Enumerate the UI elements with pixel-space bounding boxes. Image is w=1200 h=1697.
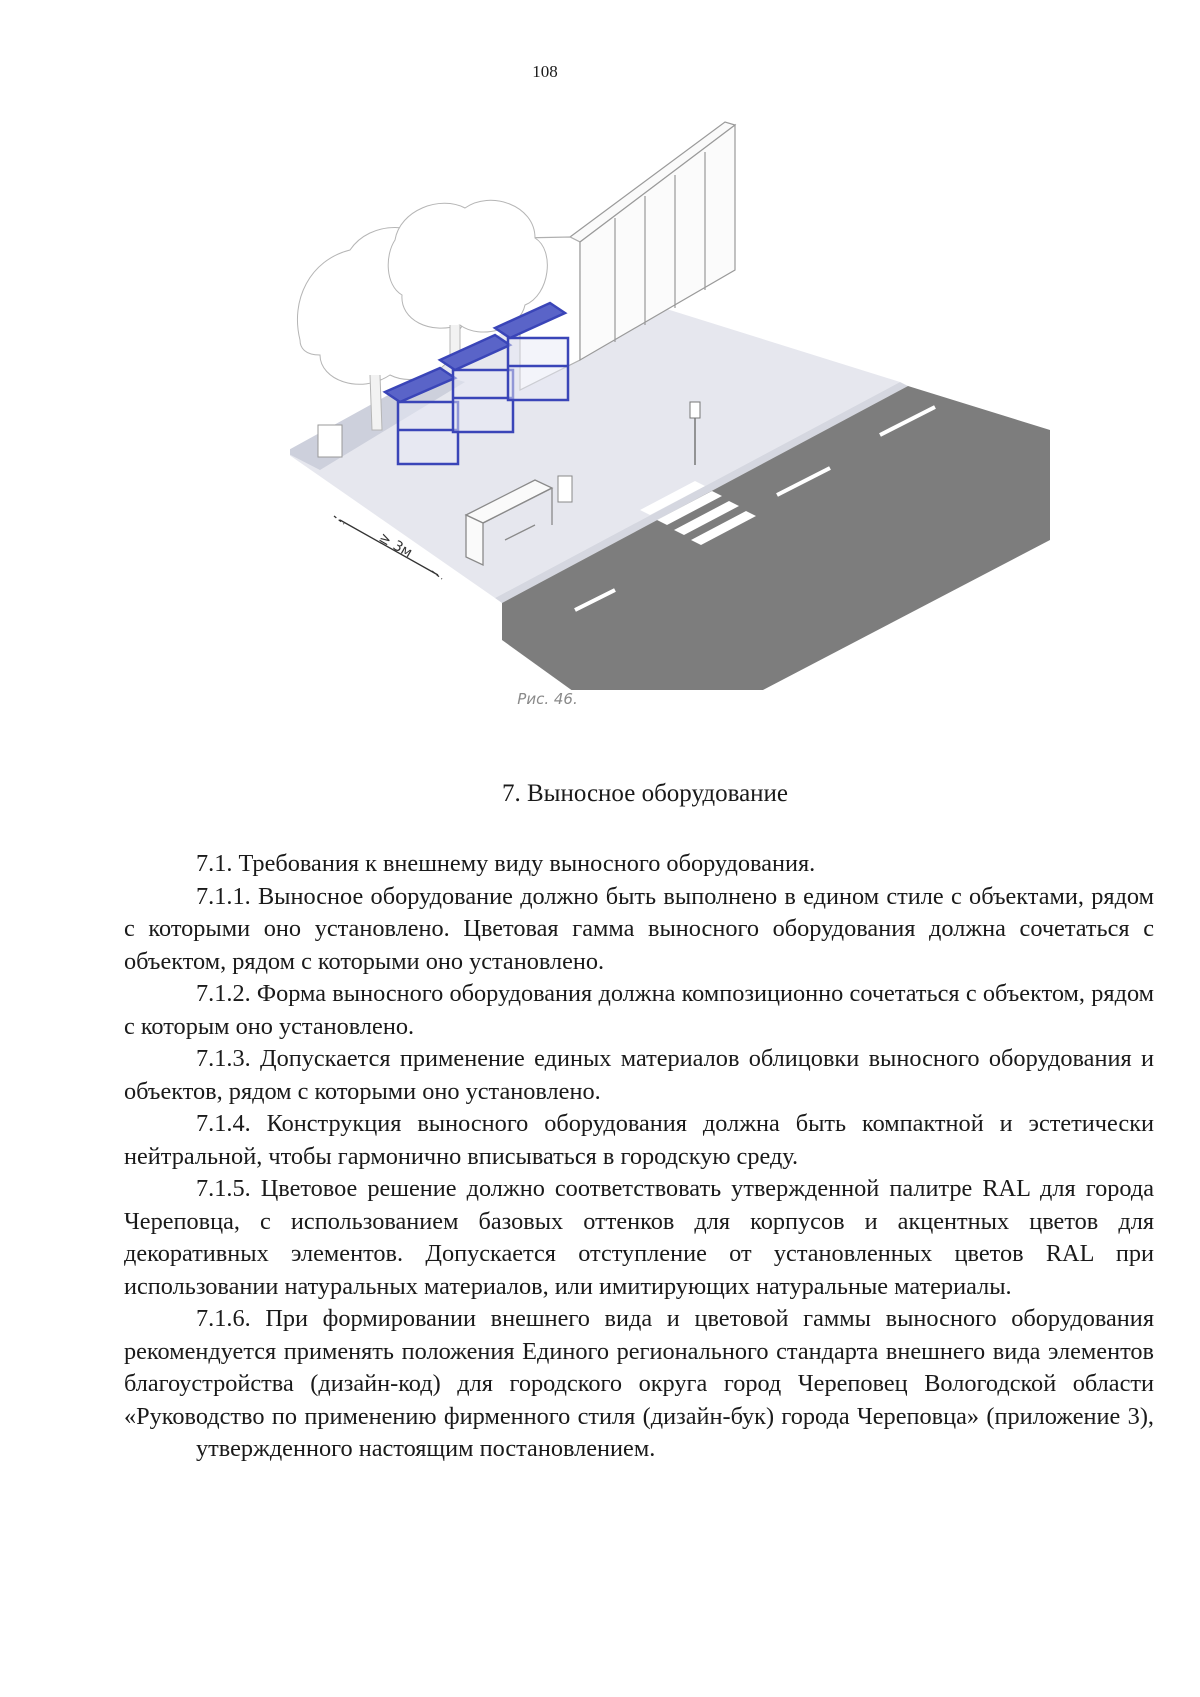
body-text	[124, 848, 1154, 1466]
dimension-label: ≥ 3м	[376, 529, 415, 562]
paragraph-7-1-3: 7.1.3. Допускается применение единых материалов облицовки выносного оборудования и объектов, рядом с которыми оно установлено.	[124, 1045, 1154, 1105]
figure-caption: Рис. 46.	[517, 690, 578, 708]
paragraph-7-1-6-tail: утвержденного настоящим постановлением.	[196, 1435, 656, 1462]
trash-bin	[558, 476, 572, 502]
paragraph-7-1-2: 7.1.2. Форма выносного оборудования должна композиционно сочетаться с объектом, рядом с которым оно установлено.	[124, 980, 1154, 1040]
section-title: 7. Выносное оборудование	[501, 780, 789, 807]
paragraph-7-1-4: 7.1.4. Конструкция выносного оборудования должна быть компактной и эстетически нейтральной, чтобы гармонично вписываться в городскую среду.	[124, 1110, 1154, 1170]
paragraph-7-1-6: 7.1.6. При формировании внешнего вида и цветовой гаммы выносного оборудования рекомендуется применять положения Единого регионального стандарта внешнего вида элементов благоустройства (дизайн-код) для городского округа город Череповец Вологодской области «Руководство по применению фирменного стиля (дизайн-бук) города Череповца» (приложение 3),	[124, 1305, 1154, 1430]
paragraph-7-1-5: 7.1.5. Цветовое решение должно соответствовать утвержденной палитре RAL для города Череповца, с использованием базовых оттенков для корпусов и акцентных цветов для декоративных элементов. Допускается отступление от установленных цветов RAL при использовании натуральных материалов, или имитирующих натуральные материалы.	[124, 1175, 1154, 1300]
utility-box	[318, 425, 342, 457]
isometric-street-drawing	[290, 120, 1050, 690]
paragraph-7-1: 7.1. Требования к внешнему виду выносного оборудования.	[196, 850, 816, 877]
dimension-tick	[334, 516, 344, 524]
page-number: 108	[532, 62, 558, 81]
paragraph-7-1-1: 7.1.1. Выносное оборудование должно быть выполнено в едином стиле с объектами, рядом с которыми оно установлено. Цветовая гамма выносного оборудования должна сочетаться с объектом, рядом с которыми оно установлено.	[124, 882, 1154, 975]
street-illustration	[290, 120, 1050, 690]
dimension-tick	[432, 571, 442, 579]
